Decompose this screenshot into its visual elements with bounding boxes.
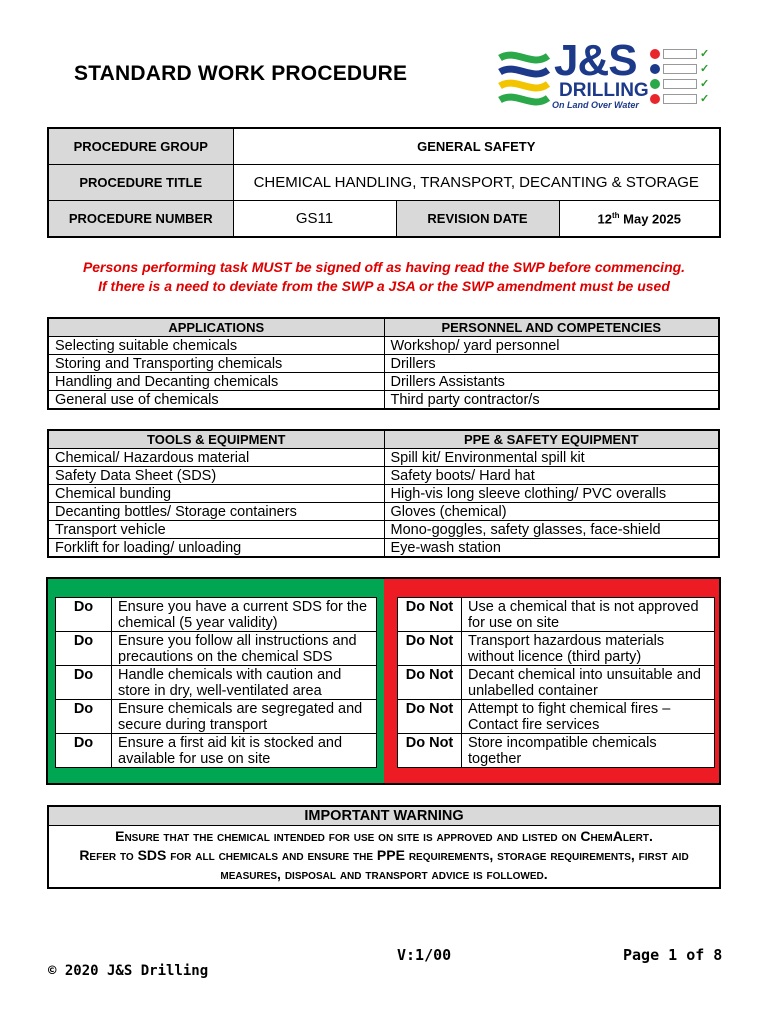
logo-sub: DRILLING [559,80,649,101]
procedure-title-value: CHEMICAL HANDLING, TRANSPORT, DECANTING & STORAGE [233,165,720,201]
tools-ppe-table [47,429,720,558]
revision-date-label: REVISION DATE [396,201,559,238]
procedure-number-value: GS11 [233,201,396,238]
revision-date-value: 12th May 2025 [559,201,720,238]
table-row: Chemical bunding High-vis long sleeve clothing/ PVC overalls [48,485,719,503]
table-row: Decanting bottles/ Storage containers Gloves (chemical) [48,503,719,521]
table-row: Transport vehicle Mono-goggles, safety glasses, face-shield [48,521,719,539]
logo-checklist [650,46,716,106]
check-icon: ✓ [700,48,710,60]
notice-line-1: Persons performing task MUST be signed off as having read the SWP before commencing. [82,259,686,275]
ppe-header: PPE & SAFETY EQUIPMENT [384,430,719,449]
warning-line-1: Ensure that the chemical intended for use on site is approved and listed on ChemAlert. [115,828,653,844]
applications-table [47,317,720,410]
page-number: Page 1 of 8 [623,946,723,964]
check-icon: ✓ [700,63,710,75]
table-row: Forklift for loading/ unloading Eye-wash station [48,539,719,558]
procedure-group-label: PROCEDURE GROUP [48,128,233,165]
table-row: Storing and Transporting chemicals Drillers [48,355,719,373]
donot-row: Do Not Transport hazardous materials without licence (third party) [398,632,715,666]
check-icon: ✓ [700,93,710,105]
do-row: Do Ensure chemicals are segregated and secure during transport [56,700,377,734]
tools-header: TOOLS & EQUIPMENT [48,430,384,449]
do-donot-panel [46,577,721,785]
important-warning-box [47,805,721,889]
personnel-header: PERSONNEL AND COMPETENCIES [384,318,719,337]
version-number: V:1/00 [397,946,452,964]
notice-line-2: If there is a need to deviate from the SWP a JSA or the SWP amendment must be used [98,278,670,294]
logo-tagline: On Land Over Water [552,100,639,110]
logo-stripes-icon [496,48,552,110]
do-row: Do Ensure you have a current SDS for the chemical (5 year validity) [56,598,377,632]
copyright-notice: © 2020 J&S Drilling [48,963,209,979]
signoff-notice [40,258,728,296]
procedure-number-label: PROCEDURE NUMBER [48,201,233,238]
warning-body [49,826,719,887]
do-row: Do Ensure you follow all instructions and precautions on the chemical SDS [56,632,377,666]
table-row: Handling and Decanting chemicals Drillers Assistants [48,373,719,391]
procedure-title-label: PROCEDURE TITLE [48,165,233,201]
logo-brand: J&S [554,36,637,85]
donot-row: Do Not Decant chemical into unsuitable and unlabelled container [398,666,715,700]
table-row: Safety Data Sheet (SDS) Safety boots/ Hard hat [48,467,719,485]
procedure-header-table [47,127,721,238]
donot-row: Do Not Store incompatible chemicals together [398,734,715,768]
warning-line-2: Refer to SDS for all chemicals and ensure the PPE requirements, storage requirements, first aid measures, disposal and transport advice is followed. [79,847,689,882]
warning-title: IMPORTANT WARNING [49,807,719,826]
do-row: Do Handle chemicals with caution and store in dry, well-ventilated area [56,666,377,700]
table-row: Chemical/ Hazardous material Spill kit/ Environmental spill kit [48,449,719,467]
do-row: Do Ensure a first aid kit is stocked and available for use on site [56,734,377,768]
procedure-group-value: GENERAL SAFETY [233,128,720,165]
donot-table [397,597,715,768]
check-icon: ✓ [700,78,710,90]
donot-row: Do Not Attempt to fight chemical fires – Contact fire services [398,700,715,734]
do-table [55,597,377,768]
applications-header: APPLICATIONS [48,318,384,337]
document-title: STANDARD WORK PROCEDURE [74,62,408,85]
donot-row: Do Not Use a chemical that is not approved for use on site [398,598,715,632]
table-row: Selecting suitable chemicals Workshop/ yard personnel [48,337,719,355]
table-row: General use of chemicals Third party contractor/s [48,391,719,410]
company-logo [496,36,718,114]
